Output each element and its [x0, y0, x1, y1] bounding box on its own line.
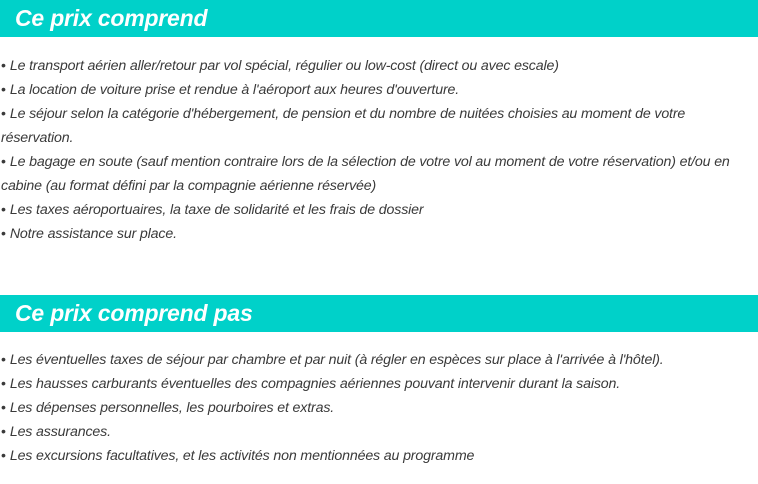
- bullet-icon: •: [1, 82, 6, 98]
- list-item: [1, 78, 755, 102]
- list-item-text: Notre assistance sur place.: [9, 226, 177, 242]
- list-item: [1, 222, 755, 246]
- bullet-icon: •: [1, 226, 6, 242]
- list-item-text: Les hausses carburants éventuelles des compagnies aériennes pouvant intervenir durant la saison.: [9, 376, 621, 392]
- bullet-icon: •: [1, 58, 6, 74]
- included-list: [1, 54, 755, 246]
- not-included-list: [1, 348, 755, 468]
- list-item-text: Le séjour selon la catégorie d'hébergement, de pension et du nombre de nuitées choisies au moment de votre réservation.: [1, 106, 686, 146]
- section-title-not-included: Ce prix comprend pas: [0, 295, 758, 332]
- bullet-icon: •: [1, 424, 6, 440]
- list-item-text: Les éventuelles taxes de séjour par chambre et par nuit (à régler en espèces sur place à l'arrivée à l'hôtel).: [9, 352, 664, 368]
- bullet-icon: •: [1, 154, 6, 170]
- list-item-text: Les dépenses personnelles, les pourboires et extras.: [9, 400, 335, 416]
- list-item-text: Le bagage en soute (sauf mention contraire lors de la sélection de votre vol au moment de votre réservation) et/ou en cabine (au format défini par la compagnie aérienne réservée): [1, 154, 730, 194]
- list-item: [1, 396, 755, 420]
- bullet-icon: •: [1, 376, 6, 392]
- list-item: [1, 102, 755, 150]
- list-item-text: Les assurances.: [9, 424, 111, 440]
- list-item: [1, 54, 755, 78]
- list-item: [1, 372, 755, 396]
- section-title-included: Ce prix comprend: [0, 0, 758, 37]
- list-item-text: Le transport aérien aller/retour par vol spécial, régulier ou low-cost (direct ou avec escale): [9, 58, 559, 74]
- list-item-text: La location de voiture prise et rendue à l'aéroport aux heures d'ouverture.: [9, 82, 460, 98]
- bullet-icon: •: [1, 448, 6, 464]
- bullet-icon: •: [1, 400, 6, 416]
- list-item: [1, 348, 755, 372]
- list-item-text: Les excursions facultatives, et les activités non mentionnées au programme: [9, 448, 475, 464]
- list-item: [1, 150, 755, 198]
- bullet-icon: •: [1, 106, 6, 122]
- list-item-text: Les taxes aéroportuaires, la taxe de solidarité et les frais de dossier: [9, 202, 424, 218]
- list-item: [1, 420, 755, 444]
- bullet-icon: •: [1, 352, 6, 368]
- list-item: [1, 444, 755, 468]
- list-item: [1, 198, 755, 222]
- bullet-icon: •: [1, 202, 6, 218]
